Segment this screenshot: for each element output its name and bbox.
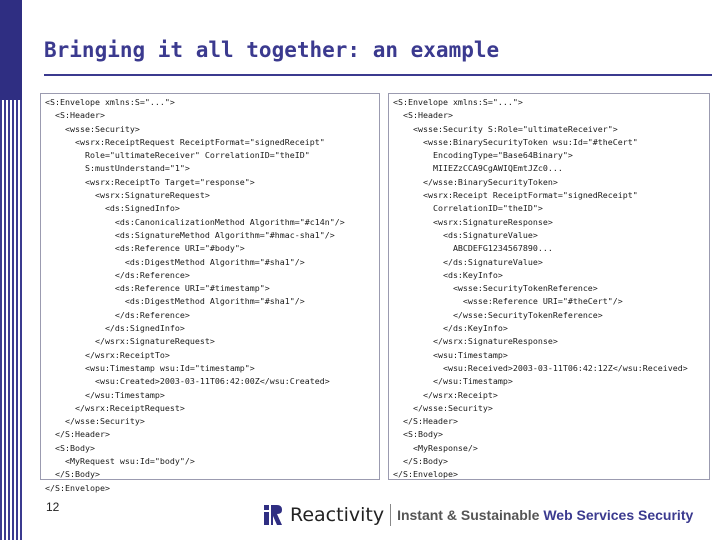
receipt-code-line: </wsu:Timestamp> [393,376,513,387]
request-code-line: <ds:CanonicalizationMethod Algorithm="#c14n"/> [45,216,345,227]
request-code-line: <ds:Reference URI="#body"> [45,243,245,254]
request-code-line: </wsrx:ReceiptRequest> [45,402,185,413]
request-code-line: </wsrx:ReceiptTo> [45,349,170,360]
receipt-code-line: ABCDEFG1234567890... [393,243,553,254]
receipt-code-line: </S:Body> [393,456,448,467]
receipt-code-line: <wsrx:SignatureResponse> [393,216,553,227]
receipt-code-line: <wsu:Received>2003-03-11T06:42:12Z</wsu:Received> [393,362,688,373]
receipt-code-line: MIIEZzCCA9CgAWIQEmtJZc0... [393,163,563,174]
receipt-code-line: <wsse:Security S:Role="ultimateReceiver"> [393,123,618,134]
receipt-code-lines [393,96,705,482]
receipt-code-line: <wsrx:Receipt ReceiptFormat="signedReceipt" [393,190,638,201]
request-code-box [40,93,380,493]
left-stripe-top-block [0,0,22,100]
request-code-line: </S:Body> [45,469,100,480]
receipt-code-line: </wsse:SecurityTokenReference> [393,309,603,320]
request-code-line: </wsse:Security> [45,416,145,427]
receipt-code-line: </ds:KeyInfo> [393,323,508,334]
receipt-code-line: <S:Body> [393,429,443,440]
receipt-code-line: <ds:SignatureValue> [393,229,538,240]
request-code-line: <ds:DigestMethod Algorithm="#sha1"/> [45,256,305,267]
request-code-line: <ds:DigestMethod Algorithm="#sha1"/> [45,296,305,307]
receipt-code-line: <S:Envelope xmlns:S="..."> [393,97,523,107]
request-code-line: </ds:SignedInfo> [45,323,185,334]
receipt-code-line: <MyResponse/> [393,442,478,453]
receipt-code-line: <ds:KeyInfo> [393,269,503,280]
slide-number: 12 [46,500,60,514]
request-code-line: </S:Envelope> [45,482,110,493]
request-code-line: <S:Envelope xmlns:S="..."> [45,97,175,107]
request-code-line: S:mustUnderstand="1"> [45,163,190,174]
request-code-line: <ds:SignatureMethod Algorithm="#hmac-sha1"/> [45,229,335,240]
receipt-code-line: CorrelationID="theID"> [393,203,543,214]
logo-separator [390,504,391,526]
receipt-code-line: </wsse:Security> [393,402,493,413]
tagline [397,507,693,523]
receipt-code-line: <wsu:Timestamp> [393,349,508,360]
request-code-line: </ds:Reference> [45,309,190,320]
request-code-line: </wsrx:SignatureRequest> [45,336,215,347]
request-code-line: <wsu:Created>2003-03-11T06:42:00Z</wsu:Created> [45,376,330,387]
receipt-code-line: </S:Header> [393,416,458,427]
receipt-code-line: </ds:SignatureValue> [393,256,543,267]
receipt-code-line: <wsse:BinarySecurityToken wsu:Id="#theCert" [393,136,638,147]
request-code-line: Role="ultimateReceiver" CorrelationID="theID" [45,150,310,161]
request-code-line: <wsu:Timestamp wsu:Id="timestamp"> [45,362,255,373]
request-code-lines [45,96,375,495]
receipt-code-line: <S:Header> [393,110,453,121]
request-code-line: <MyRequest wsu:Id="body"/> [45,456,195,467]
receipt-code-line: EncodingType="Base64Binary"> [393,150,573,161]
tagline-accent: Web Services Security [543,507,694,523]
receipt-code-line: </S:Envelope> [393,469,458,480]
slide-title: Bringing it all together: an example [44,38,500,62]
reactivity-logo-icon [262,503,284,527]
receipt-code-line: <wsse:SecurityTokenReference> [393,283,598,294]
request-code-line: <wsse:Security> [45,123,140,134]
request-code-line: </wsu:Timestamp> [45,389,165,400]
request-code-line: <wsrx:SignatureRequest> [45,190,210,201]
footer-logo [262,502,708,528]
tagline-prefix: Instant & Sustainable [397,507,544,523]
request-code-line: <wsrx:ReceiptTo Target="response"> [45,176,255,187]
request-code-line: <ds:Reference URI="#timestamp"> [45,283,270,294]
request-code-line: <S:Body> [45,442,95,453]
receipt-code-line: </wsrx:Receipt> [393,389,498,400]
request-code-line: <ds:SignedInfo> [45,203,180,214]
request-code-line: <S:Header> [45,110,105,121]
receipt-code-line: <wsse:Reference URI="#theCert"/> [393,296,623,307]
request-code-line: </S:Header> [45,429,110,440]
brand-name: Reactivity [290,504,385,526]
receipt-code-box [388,93,710,480]
receipt-code-line: </wsrx:SignatureResponse> [393,336,558,347]
receipt-code-line: </wsse:BinarySecurityToken> [393,176,558,187]
title-rule [44,74,712,76]
request-code-line: </ds:Reference> [45,269,190,280]
request-code-line: <wsrx:ReceiptRequest ReceiptFormat="signedReceipt" [45,136,325,147]
